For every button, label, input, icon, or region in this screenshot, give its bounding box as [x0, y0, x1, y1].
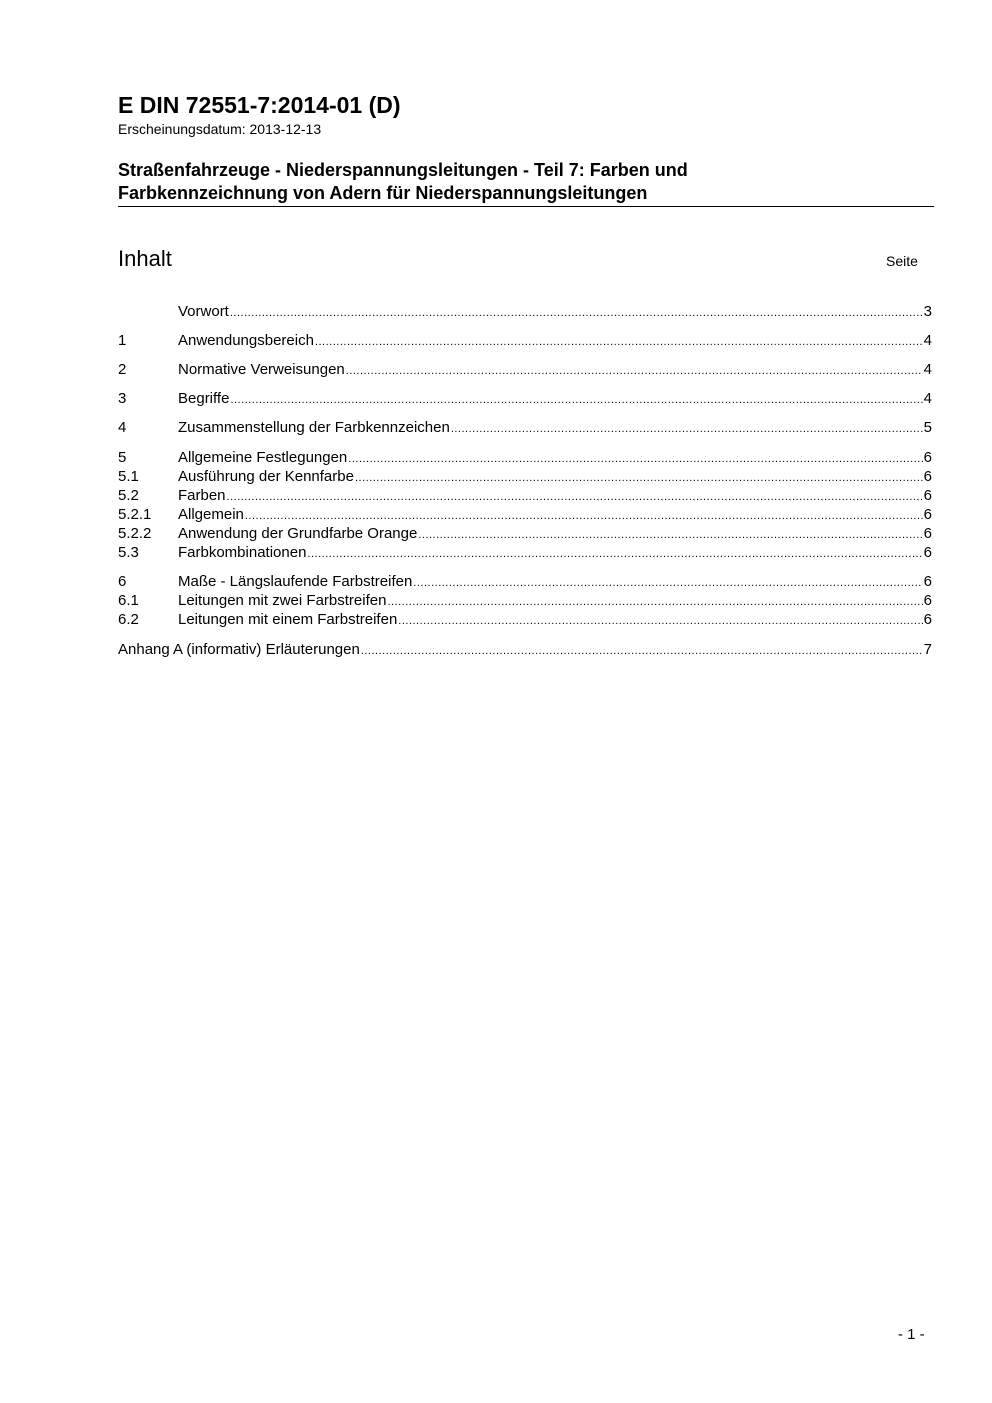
- toc-entry-page: 6: [923, 487, 932, 504]
- toc-entry-page: 3: [923, 303, 932, 320]
- toc-dot-leader: [451, 420, 923, 439]
- toc-entry-number: 2: [118, 361, 127, 378]
- document-title: [118, 159, 934, 205]
- toc-page-column-label: Seite: [886, 253, 918, 269]
- toc-entry-title: Maße - Längslaufende Farbstreifen: [178, 573, 413, 590]
- toc-entry[interactable]: [118, 591, 932, 610]
- toc-entry-title: Allgemeine Festlegungen: [178, 449, 348, 466]
- document-id: E DIN 72551-7:2014-01 (D): [118, 92, 401, 118]
- toc-entry[interactable]: [118, 572, 932, 591]
- toc-entry-number: 5.2.1: [118, 506, 152, 523]
- toc-dot-leader: [307, 545, 922, 564]
- toc-entry-number: 5.3: [118, 544, 139, 561]
- toc-entry-title: Begriffe: [178, 390, 230, 407]
- toc-entry-title: Anwendung der Grundfarbe Orange: [178, 525, 418, 542]
- toc-entry-title: Zusammenstellung der Farbkennzeichen: [178, 419, 450, 436]
- toc-entry-page: 4: [923, 361, 932, 378]
- toc-entry-title: Anwendungsbereich: [178, 332, 314, 349]
- toc-entry-title: Allgemein: [178, 506, 244, 523]
- toc-entry-page: 6: [923, 573, 932, 590]
- title-divider: [118, 206, 934, 207]
- toc-entry-page: 6: [923, 611, 932, 628]
- toc-entry-page: 6: [923, 544, 932, 561]
- toc-entry-number: 4: [118, 419, 127, 436]
- toc-entry-page: 5: [923, 419, 932, 436]
- toc-entry-title: Farben: [178, 487, 226, 504]
- toc-entry[interactable]: [118, 360, 932, 379]
- toc-entry[interactable]: [118, 331, 932, 350]
- toc-entry-number: 3: [118, 390, 127, 407]
- toc-entry-number: 1: [118, 332, 127, 349]
- toc-entry[interactable]: [118, 467, 932, 486]
- toc-entry[interactable]: [118, 448, 932, 467]
- toc-entry[interactable]: [118, 543, 932, 562]
- toc-entry[interactable]: [118, 389, 932, 408]
- toc-entry-title: Anhang A (informativ) Erläuterungen: [118, 641, 360, 658]
- toc-entry-title: Farbkombinationen: [178, 544, 307, 561]
- toc-entry-page: 6: [923, 468, 932, 485]
- toc-entry-page: 6: [923, 506, 932, 523]
- toc-entry[interactable]: [118, 418, 932, 437]
- toc-entry-page: 4: [923, 390, 932, 407]
- toc-entry-page: 6: [923, 592, 932, 609]
- toc-entry-number: 6.2: [118, 611, 139, 628]
- toc-entry[interactable]: [118, 610, 932, 629]
- toc-entry-number: 5.2: [118, 487, 139, 504]
- toc-entry-title: Leitungen mit einem Farbstreifen: [178, 611, 398, 628]
- toc-dot-leader: [230, 304, 923, 323]
- toc-entry[interactable]: [118, 486, 932, 505]
- page-number: - 1 -: [898, 1326, 925, 1343]
- toc-entry-page: 6: [923, 449, 932, 466]
- toc-entry-title: Normative Verweisungen: [178, 361, 345, 378]
- toc-dot-leader: [230, 391, 922, 410]
- toc-entry-number: 5: [118, 449, 127, 466]
- toc-entry-page: 6: [923, 525, 932, 542]
- toc-entry-number: 6: [118, 573, 127, 590]
- toc-entry-title: Leitungen mit zwei Farbstreifen: [178, 592, 387, 609]
- toc-entry-number: 5.2.2: [118, 525, 152, 542]
- toc-entry[interactable]: [118, 505, 932, 524]
- toc-dot-leader: [398, 612, 922, 631]
- toc-dot-leader: [346, 362, 923, 381]
- toc-entry[interactable]: [118, 524, 932, 543]
- publication-date: Erscheinungsdatum: 2013-12-13: [118, 121, 322, 137]
- toc-entry-page: 7: [923, 641, 932, 658]
- toc-entry-number: 6.1: [118, 592, 139, 609]
- toc-entry-page: 4: [923, 332, 932, 349]
- toc-entry-title: Ausführung der Kennfarbe: [178, 468, 354, 485]
- toc-entry-title: Vorwort: [178, 303, 229, 320]
- toc-heading: Inhalt: [118, 246, 172, 271]
- toc-dot-leader: [361, 642, 923, 661]
- toc-entry-number: 5.1: [118, 468, 139, 485]
- document-title-line-2: Farbkennzeichnung von Adern für Niederspannungsleitungen: [118, 183, 648, 203]
- toc-dot-leader: [315, 333, 923, 352]
- document-title-line-1: Straßenfahrzeuge - Niederspannungsleitungen - Teil 7: Farben und: [118, 160, 688, 180]
- toc-entry[interactable]: [118, 302, 932, 321]
- toc-entry[interactable]: [118, 640, 932, 659]
